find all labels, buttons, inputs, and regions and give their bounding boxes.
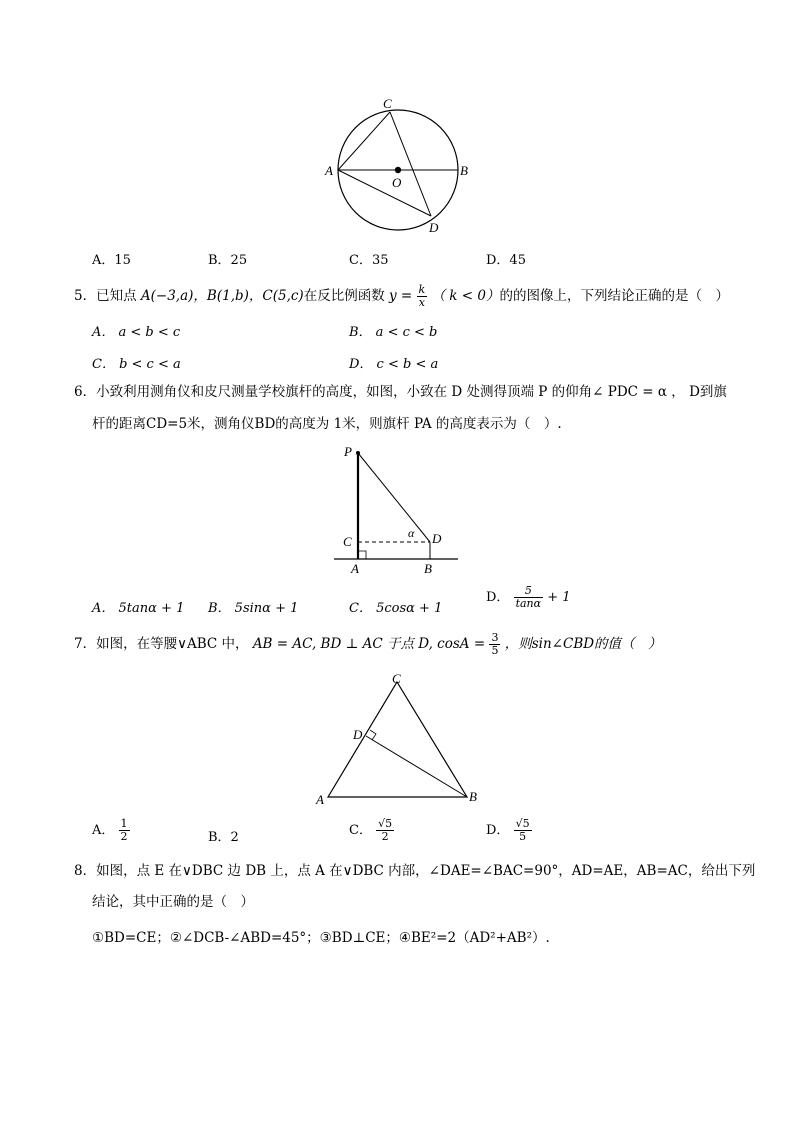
label-o: O xyxy=(392,175,402,190)
q6-option-d: D． $\frac{5}{\tan\alpha}$ + 1 xyxy=(486,584,571,610)
q7-option-d: D． $\frac{√5}{5}$ xyxy=(486,817,530,843)
label-b: B xyxy=(460,163,468,178)
q7-stem: 7．如图，在等腰∨ABC 中， AB = AC, BD ⊥ AC 于点 D, cosA = $\frac{3}{5}$ ，则sin∠CBD的值（ ） xyxy=(74,631,662,657)
q4-option-a: A．15 xyxy=(92,253,131,268)
q8-stem-line2: 结论，其中正确的是（ ） xyxy=(92,894,254,910)
triangle-figure xyxy=(310,668,490,813)
q4-option-c: C．35 xyxy=(349,253,389,268)
q7-option-b: B．2 xyxy=(208,830,239,845)
q6-stem-line1: 6．小致利用测角仪和皮尺测量学校旗杆的高度，如图，小致在 D 处测得顶端 P 的仰角∠ PDC = α ， D到旗 xyxy=(74,384,727,400)
q7-option-c: C． $\frac{√5}{2}$ xyxy=(349,817,393,843)
label-d3: D xyxy=(353,727,363,742)
label-a3: A xyxy=(316,792,324,807)
label-d2: D xyxy=(432,531,442,546)
q7-option-a: A． $\frac{1}{2}$ xyxy=(92,817,128,843)
label-c3: C xyxy=(392,671,401,686)
label-d: D xyxy=(429,220,439,235)
q6-stem-line2: 杆的距离CD=5米，测角仪BD的高度为 1米，则旗杆 PA 的高度表示为（ ）. xyxy=(92,416,562,432)
label-c2: C xyxy=(343,534,352,549)
label-a2: A xyxy=(351,561,359,576)
label-a: A xyxy=(325,163,333,178)
q5-option-c: C． b < c < a xyxy=(92,357,181,372)
q6-option-b: B． 5sinα + 1 xyxy=(208,601,299,616)
q8-statements: ①BD=CE；②∠DCB-∠ABD=45°；③BD⊥CE；④BE²=2（AD²+AB²）. xyxy=(92,930,550,946)
q5-option-d: D． c < b < a xyxy=(349,357,439,372)
q6-option-c: C． 5cosα + 1 xyxy=(349,601,443,616)
label-p: P xyxy=(344,444,352,459)
circle-figure xyxy=(320,92,480,242)
q4-option-d: D．45 xyxy=(486,253,526,268)
q4-option-b: B．25 xyxy=(208,253,248,268)
label-b2: B xyxy=(424,561,432,576)
label-b3: B xyxy=(469,789,477,804)
q5-option-b: B． a < c < b xyxy=(349,325,438,340)
label-c: C xyxy=(383,96,392,111)
q8-stem-line1: 8．如图，点 E 在∨DBC 边 DB 上，点 A 在∨DBC 内部，∠DAE=∠BAC=90°，AD=AE，AB=AC，给出下列 xyxy=(74,863,756,879)
flagpole-figure xyxy=(330,440,470,580)
q5-stem: 5．已知点 A(−3,a)，B(1,b)，C(5,c)在反比例函数 y = $\frac{k}{x}$ （ k < 0）的的图像上，下列结论正确的是（ ） xyxy=(74,283,729,309)
q5-option-a: A． a < b < c xyxy=(92,325,181,340)
label-alpha: α xyxy=(408,526,415,540)
q6-option-a: A． 5tanα + 1 xyxy=(92,601,185,616)
